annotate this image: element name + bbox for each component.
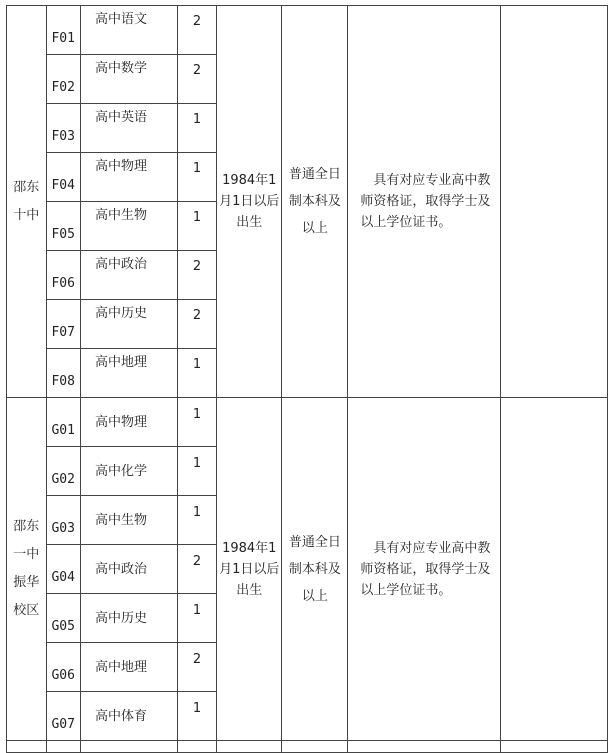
empty-cell [501, 741, 608, 753]
empty-cell [217, 741, 282, 753]
subject-name: 高中地理 [80, 349, 177, 398]
position-code: G06 [46, 643, 80, 692]
school-cell [7, 398, 47, 741]
subject-name: 高中政治 [80, 251, 177, 300]
empty-cell [80, 741, 177, 753]
school-name-line: 校区 [13, 603, 40, 618]
position-code: G04 [46, 545, 80, 594]
subject-name: 高中数学 [80, 55, 177, 104]
education-requirement: 普通全日制本科及以上 [282, 398, 348, 741]
hire-count: 2 [177, 55, 216, 104]
qualification-requirement: 具有对应专业高中教师资格证，取得学士及以上学位证书。 [360, 173, 491, 230]
subject-name: 高中政治 [80, 545, 177, 594]
qualification-cell [348, 398, 501, 741]
hire-count: 2 [177, 545, 216, 594]
hire-count: 1 [177, 692, 216, 741]
position-code: G02 [46, 447, 80, 496]
empty-cell [177, 741, 216, 753]
position-code: F05 [46, 202, 80, 251]
position-code: F01 [46, 6, 80, 55]
hire-count: 1 [177, 202, 216, 251]
position-code: F04 [46, 153, 80, 202]
subject-name: 高中历史 [80, 594, 177, 643]
hire-count: 2 [177, 643, 216, 692]
hire-count: 1 [177, 104, 216, 153]
school-cell [7, 6, 47, 398]
school-name-line: 邵东 [13, 519, 40, 534]
education-requirement: 普通全日制本科及以上 [282, 6, 348, 398]
qualification-requirement: 具有对应专业高中教师资格证，取得学士及以上学位证书。 [360, 540, 491, 598]
qualification-cell [348, 6, 501, 398]
empty-cell [348, 741, 501, 753]
remarks-cell [501, 6, 608, 398]
position-code: F08 [46, 349, 80, 398]
school-name-line: 振华 [13, 575, 40, 590]
hire-count: 1 [177, 349, 216, 398]
empty-cell [282, 741, 348, 753]
position-code: F02 [46, 55, 80, 104]
position-code: G03 [46, 496, 80, 545]
subject-name: 高中生物 [80, 202, 177, 251]
hire-count: 2 [177, 6, 216, 55]
school-name-line: 一中 [13, 547, 40, 562]
subject-name: 高中历史 [80, 300, 177, 349]
empty-cell [46, 741, 80, 753]
hire-count: 1 [177, 153, 216, 202]
table-row-partial [7, 741, 608, 753]
school-name-line: 十中 [13, 207, 40, 223]
position-code: G01 [46, 398, 80, 447]
subject-name: 高中英语 [80, 104, 177, 153]
position-code: G05 [46, 594, 80, 643]
subject-name: 高中地理 [80, 643, 177, 692]
position-code: F06 [46, 251, 80, 300]
table-row [7, 398, 608, 447]
table-row [7, 6, 608, 55]
subject-name: 高中化学 [80, 447, 177, 496]
subject-name: 高中体育 [80, 692, 177, 741]
position-code: F03 [46, 104, 80, 153]
hire-count: 1 [177, 496, 216, 545]
subject-name: 高中物理 [80, 398, 177, 447]
birth-requirement: 1984年1月1日以后出生 [217, 398, 282, 741]
empty-cell [7, 741, 47, 753]
position-code: F07 [46, 300, 80, 349]
subject-name: 高中物理 [80, 153, 177, 202]
remarks-cell [501, 398, 608, 741]
birth-requirement: 1984年1月1日以后出生 [217, 6, 282, 398]
hire-count: 1 [177, 447, 216, 496]
hire-count: 1 [177, 594, 216, 643]
hire-count: 2 [177, 300, 216, 349]
position-code: G07 [46, 692, 80, 741]
hire-count: 2 [177, 251, 216, 300]
recruitment-table [6, 5, 608, 753]
subject-name: 高中语文 [80, 6, 177, 55]
school-name-line: 邵东 [13, 179, 40, 195]
hire-count: 1 [177, 398, 216, 447]
subject-name: 高中生物 [80, 496, 177, 545]
